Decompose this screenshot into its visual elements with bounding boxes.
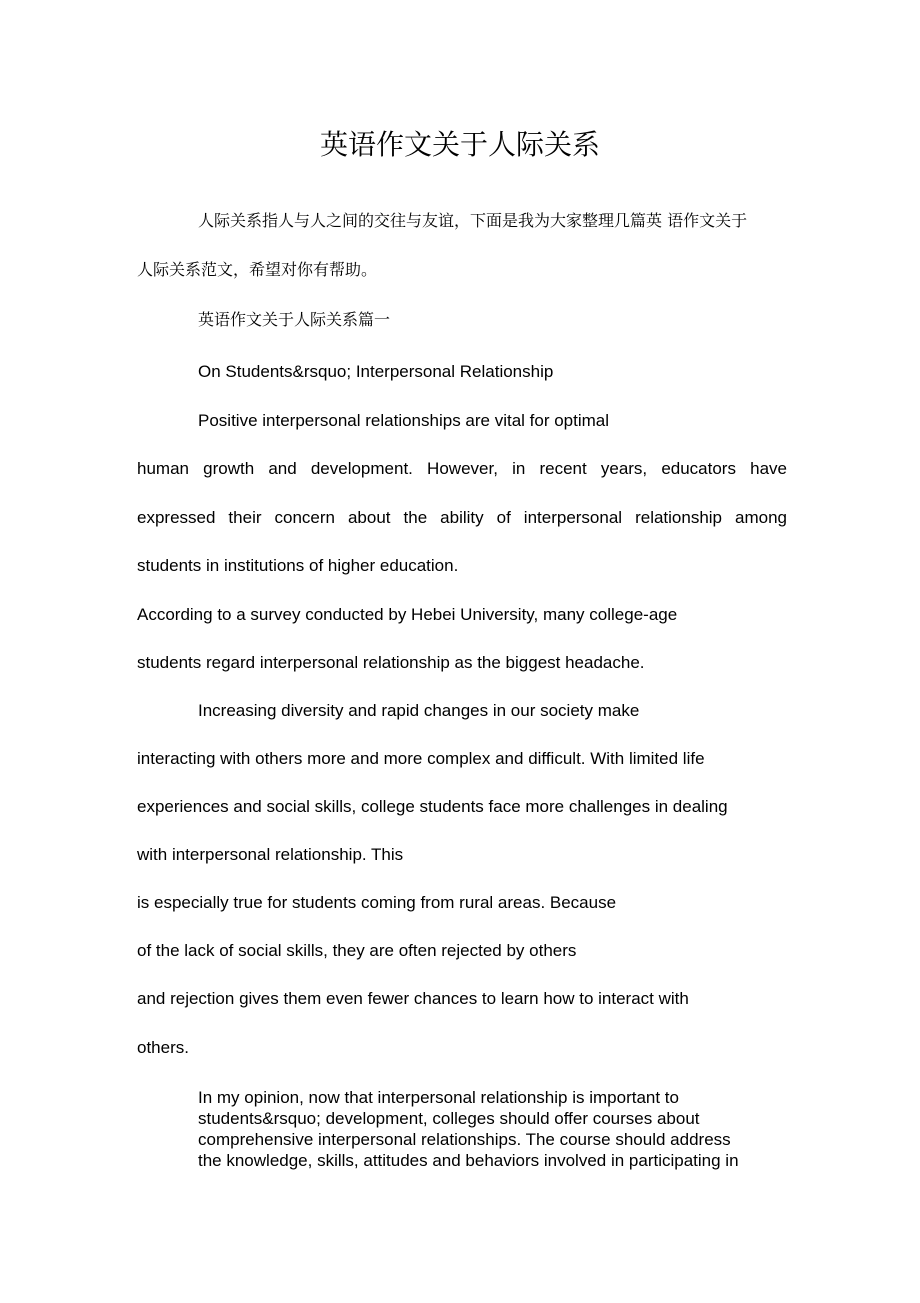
essay-title: On Students&rsquo; Interpersonal Relationship — [198, 362, 554, 381]
body-line: According to a survey conducted by Hebei University, many college-age — [137, 605, 678, 624]
intro-line: 人际关系指人与人之间的交往与友谊，下面是我为大家整理几篇英 语作文关于 — [198, 211, 748, 230]
body-line: with interpersonal relationship. This — [137, 845, 404, 864]
body-line: students regard interpersonal relationship as the biggest headache. — [137, 653, 645, 672]
body-line: is especially true for students coming from rural areas. Because — [137, 893, 617, 912]
final-paragraph-line: In my opinion, now that interpersonal relationship is important to — [198, 1088, 679, 1107]
body-line: expressed their concern about the ability of interpersonal relationship among — [137, 508, 787, 527]
final-paragraph-line: students&rsquo; development, colleges should offer courses about — [198, 1109, 700, 1128]
body-line: and rejection gives them even fewer chances to learn how to interact with — [137, 989, 689, 1008]
body-line: of the lack of social skills, they are often rejected by others — [137, 941, 577, 960]
body-line: human growth and development. However, in recent years, educators have — [137, 459, 787, 478]
body-line: experiences and social skills, college students face more challenges in dealing — [137, 797, 728, 816]
body-line: Positive interpersonal relationships are vital for optimal — [198, 411, 610, 430]
body-line: students in institutions of higher education. — [137, 556, 459, 575]
body-line: interacting with others more and more complex and difficult. With limited life — [137, 749, 705, 768]
document-title: 英语作文关于人际关系 — [319, 128, 600, 161]
final-paragraph-line: the knowledge, skills, attitudes and behaviors involved in participating in — [198, 1151, 739, 1170]
body-line: others. — [137, 1038, 189, 1057]
final-paragraph-line: comprehensive interpersonal relationships. The course should address — [198, 1130, 731, 1149]
body-line: Increasing diversity and rapid changes in our society make — [198, 701, 640, 720]
intro-line: 人际关系范文，希望对你有帮助。 — [137, 260, 378, 279]
section-heading: 英语作文关于人际关系篇一 — [198, 310, 391, 329]
